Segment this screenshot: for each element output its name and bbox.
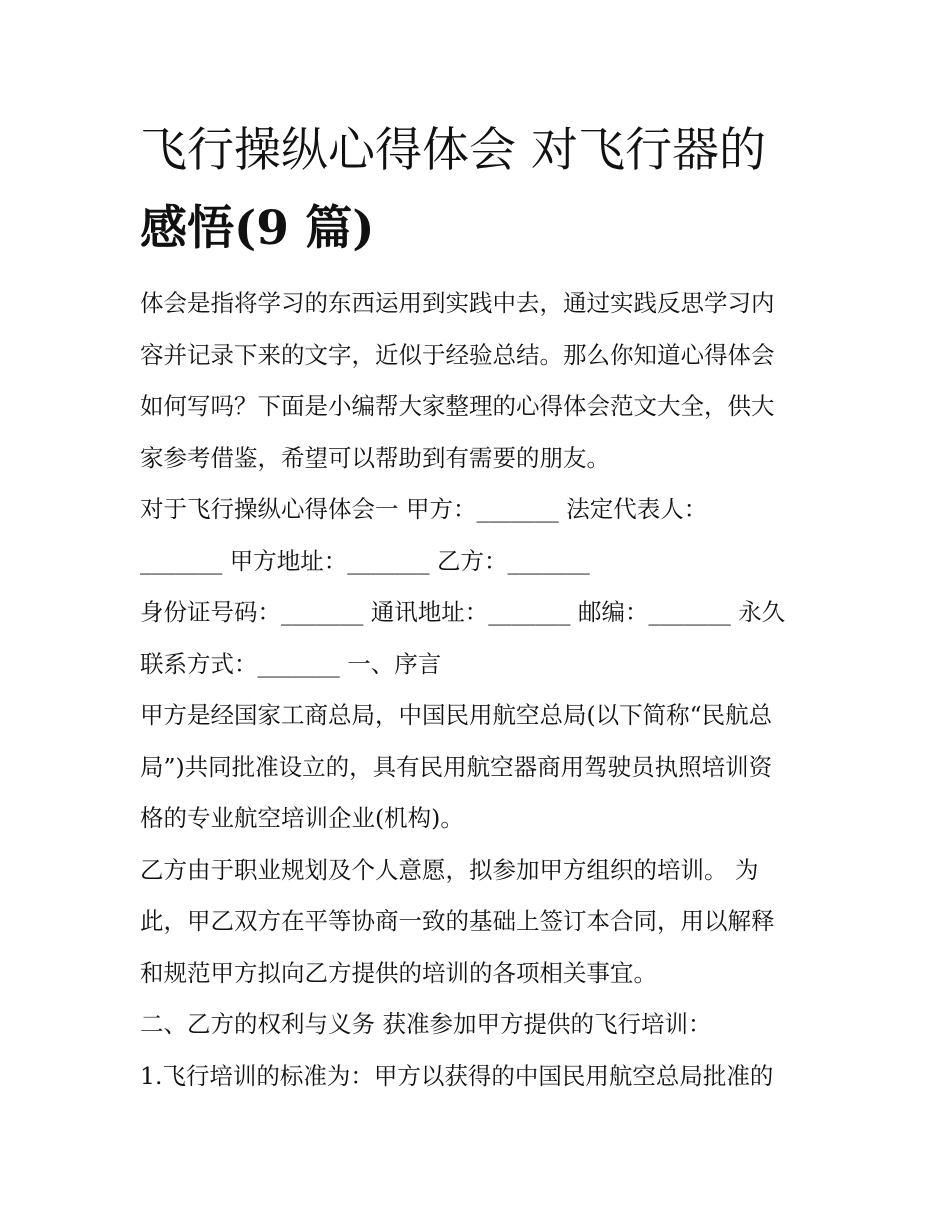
document-page — [140, 112, 820, 1102]
title-line-2: 感悟(9 篇) — [140, 201, 375, 256]
body-line-9: 甲方是经国家工商总局，中国民用航空总局(以下简称“民航总 — [140, 701, 773, 729]
body-line-13: 此，甲乙双方在平等协商一致的基础上签订本合同，用以解释 — [140, 907, 775, 935]
body-line-12: 乙方由于职业规划及个人意愿，拟参加甲方组织的培训。 为 — [140, 855, 759, 884]
body-line-16: 1.飞行培训的标准为：甲方以获得的中国民用航空总局批准的 — [140, 1061, 774, 1090]
title-line-1: 飞行操纵心得体会 对飞行器的 — [140, 123, 766, 178]
document-body — [140, 278, 820, 1102]
body-line-5: 对于飞行操纵心得体会一 甲方：_______ 法定代表人： — [140, 495, 708, 523]
body-line-15: 二、乙方的权利与义务 获准参加甲方提供的飞行培训： — [140, 1010, 712, 1038]
body-line-6: _______ 甲方地址：_______ 乙方：_______ — [140, 546, 590, 575]
body-line-8: 联系方式：_______ 一、序言 — [140, 649, 442, 678]
body-line-1: 体会是指将学习的东西运用到实践中去，通过实践反思学习内 — [140, 289, 775, 317]
body-line-14: 和规范甲方拟向乙方提供的培训的各项相关事宜。 — [140, 958, 657, 987]
body-line-7: 身份证号码：_______ 通讯地址：_______ 邮编：_______ 永久 — [140, 598, 786, 626]
document-title — [140, 112, 820, 268]
body-line-2: 容并记录下来的文字，近似于经验总结。那么你知道心得体会 — [140, 340, 775, 369]
body-line-4: 家参考借鉴，希望可以帮助到有需要的朋友。 — [140, 443, 610, 472]
body-line-3: 如何写吗？下面是小编帮大家整理的心得体会范文大全，供大 — [140, 392, 775, 420]
body-line-11: 格的专业航空培训企业(机构)。 — [140, 804, 464, 832]
body-line-10: 局”)共同批准设立的，具有民用航空器商用驾驶员执照培训资 — [140, 752, 773, 781]
